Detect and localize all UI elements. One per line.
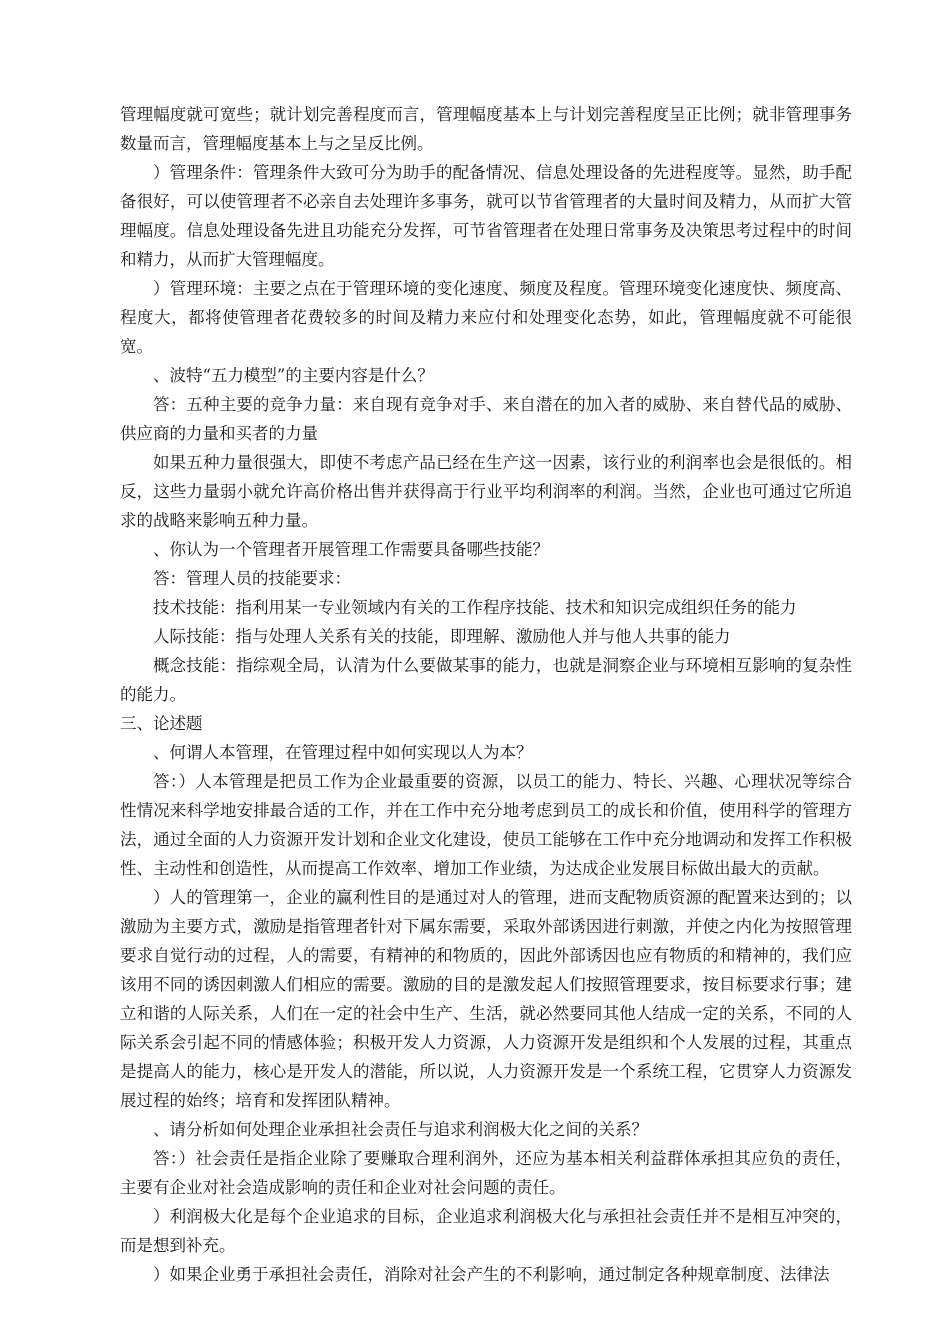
question-people-oriented-management: 、何谓人本管理，在管理过程中如何实现以人为本？	[153, 743, 533, 762]
section-heading-essay: 三、论述题	[120, 714, 203, 733]
answer-social-responsibility-1: 答：）社会责任是指企业除了要赚取合理利润外，还应为基本相关利益群体承担其应负的责任，主要有企业对社会造成影响的责任和企业对社会问题的责任。	[120, 1149, 852, 1197]
paragraph-technical-skills: 技术技能：指利用某一专业领域内有关的工作程序技能、技术和知识完成组织任务的能力	[153, 598, 797, 617]
answer-skills-intro: 答：管理人员的技能要求：	[153, 569, 351, 588]
document-page	[120, 100, 852, 1289]
question-porter-five-forces: 、波特“五力模型”的主要内容是什么？	[153, 366, 434, 385]
paragraph-span-continuation: 管理幅度就可宽些；就计划完善程度而言，管理幅度基本上与计划完善程度呈正比例；就非管理事务数量而言，管理幅度基本上与之呈反比例。	[120, 105, 852, 153]
paragraph-management-environment: ）管理环境：主要之点在于管理环境的变化速度、频度及程度。管理环境变化速度快、频度高、程度大，都将使管理者花费较多的时间及精力来应付和处理变化态势，如此，管理幅度就不可能很宽。	[120, 279, 852, 356]
paragraph-conceptual-skills: 概念技能：指综观全局，认清为什么要做某事的能力，也就是洞察企业与环境相互影响的复杂性的能力。	[120, 656, 852, 704]
paragraph-five-forces-effect: 如果五种力量很强大，即使不考虑产品已经在生产这一因素，该行业的利润率也会是很低的。相反，这些力量弱小就允许高价格出售并获得高于行业平均利润率的利润。当然，企业也可通过它所追求的战略来影响五种力量。	[120, 453, 852, 530]
answer-social-responsibility-3: ）如果企业勇于承担社会责任，消除对社会产生的不利影响，通过制定各种规章制度、法律法	[153, 1265, 830, 1284]
answer-people-oriented-1: 答：）人本管理是把员工作为企业最重要的资源，以员工的能力、特长、兴趣、心理状况等综合性情况来科学地安排最合适的工作，并在工作中充分地考虑到员工的成长和价值，使用科学的管理方法，通过全面的人力资源开发计划和企业文化建设，使员工能够在工作中充分地调动和发挥工作积极性、主动性和创造性，从而提高工作效率、增加工作业绩，为达成企业发展目标做出最大的贡献。	[120, 772, 852, 878]
answer-social-responsibility-2: ）利润极大化是每个企业追求的目标，企业追求利润极大化与承担社会责任并不是相互冲突的，而是想到补充。	[120, 1207, 852, 1255]
answer-people-oriented-2: ）人的管理第一，企业的赢利性目的是通过对人的管理，进而支配物质资源的配置来达到的；以激励为主要方式，激励是指管理者针对下属东需要，采取外部诱因进行刺激，并使之内化为按照管理要求自觉行动的过程，人的需要，有精神的和物质的，因此外部诱因也应有物质的和精神的，我们应该用不同的诱因刺激人们相应的需要。激励的目的是激发起人们按照管理要求，按目标要求行事；建立和谐的人际关系，人们在一定的社会中生产、生活，就必然要同其他人结成一定的关系，不同的人际关系会引起不同的情感体验；积极开发人力资源，人力资源开发是组织和个人发展的过程，其重点是提高人的能力，核心是开发人的潜能，所以说，人力资源开发是一个系统工程，它贯穿人力资源发展过程的始终；培育和发挥团队精神。	[120, 888, 852, 1110]
question-social-responsibility: 、请分析如何处理企业承担社会责任与追求利润极大化之间的关系？	[153, 1120, 648, 1139]
question-manager-skills: 、你认为一个管理者开展管理工作需要具备哪些技能？	[153, 540, 549, 559]
paragraph-management-conditions: ）管理条件：管理条件大致可分为助手的配备情况、信息处理设备的先进程度等。显然，助手配备很好，可以使管理者不必亲自去处理许多事务，就可以节省管理者的大量时间及精力，从而扩大管理幅度。信息处理设备先进且功能充分发挥，可节省管理者在处理日常事务及决策思考过程中的时间和精力，从而扩大管理幅度。	[120, 163, 852, 269]
answer-five-forces: 答：五种主要的竞争力量：来自现有竞争对手、来自潜在的加入者的威胁、来自替代品的威胁、供应商的力量和买者的力量	[120, 395, 852, 443]
paragraph-interpersonal-skills: 人际技能：指与处理人关系有关的技能，即理解、激励他人并与他人共事的能力	[153, 627, 731, 646]
